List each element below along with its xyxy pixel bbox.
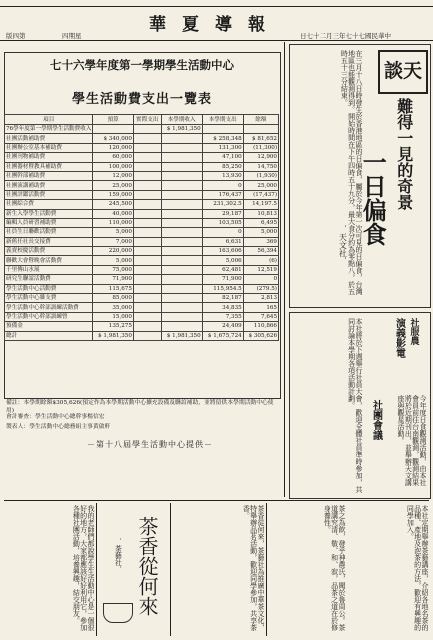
page-label: 版四第 — [6, 32, 26, 40]
row-label: 義賣校慶活動費 — [5, 247, 93, 256]
club-subtitle: 演義影電 — [393, 318, 405, 358]
row-value — [161, 303, 202, 312]
row-value: 100,000 — [93, 162, 133, 171]
row-value: 120,000 — [93, 143, 133, 152]
teacup-icon — [103, 603, 133, 623]
col-header: 本學期收入 — [161, 115, 202, 125]
budget-table — [4, 114, 279, 341]
row-value — [133, 162, 161, 171]
table-row — [5, 303, 279, 312]
club-label: 社團會議 — [370, 400, 382, 440]
budget-preparer: 製表人：學生活動中心總務組主事黃啟軒 — [6, 424, 111, 430]
row-label: 社團活動補助費 — [5, 134, 93, 143]
row-value — [133, 200, 161, 209]
feature-subheadline: 一日偏食 — [358, 150, 388, 246]
row-value: 220,000 — [93, 247, 133, 256]
row-label: 研究生聯誼活動費 — [5, 275, 93, 284]
row-value — [133, 228, 161, 237]
bottom-essay-3: 茶之為飲，發乎神農氏，聞於魯周公。茶道講究清、敬、和、寂，品茶之道在於修身養性。 — [323, 505, 346, 631]
row-value: 5,000 — [93, 228, 133, 237]
row-value: 25,000 — [93, 181, 133, 190]
table-row — [5, 171, 279, 180]
row-value: 176,437 — [202, 190, 243, 199]
row-value — [133, 256, 161, 265]
row-value: 34,835 — [202, 303, 243, 312]
row-value: 75,000 — [93, 265, 133, 274]
row-value: (17,437) — [243, 190, 278, 199]
budget-auditor: 會計審查：學生活動中心總幹事楊信宏 — [6, 414, 105, 420]
row-value: 14,197.5 — [243, 200, 278, 209]
row-value — [243, 125, 278, 134]
club-title: 社服農 — [408, 318, 419, 345]
row-label: 總計 — [5, 331, 93, 340]
row-value: 115,954.5 — [202, 284, 243, 293]
table-row — [5, 162, 279, 171]
row-label: 學生活動中心幹部訓練營 — [5, 312, 93, 321]
row-value — [133, 312, 161, 321]
row-value — [133, 171, 161, 180]
row-value: (1,930) — [243, 171, 278, 180]
table-row — [5, 125, 279, 134]
row-value — [161, 134, 202, 143]
row-value — [161, 322, 202, 331]
budget-subtitle: 學生活動費支出一覽表 — [71, 92, 212, 107]
table-row — [5, 237, 279, 246]
col-header: 預算 — [93, 115, 133, 125]
row-value: $ 1,981,350 — [161, 125, 202, 134]
row-value — [161, 190, 202, 199]
row-label: 社團幹部補助費 — [5, 171, 93, 180]
table-row — [5, 218, 279, 227]
row-value: 13,930 — [202, 171, 243, 180]
table-row — [5, 190, 279, 199]
row-value — [161, 256, 202, 265]
row-value — [93, 125, 133, 134]
table-row — [5, 256, 279, 265]
col-header: 本學期支出 — [202, 115, 243, 125]
row-value — [133, 331, 161, 340]
row-value: 5,000 — [243, 228, 278, 237]
row-value: $ 340,000 — [93, 134, 133, 143]
row-label: 社團綜合費 — [5, 200, 93, 209]
row-value: 62,481 — [202, 265, 243, 274]
row-value — [161, 275, 202, 284]
provided-by: －第十八屆學生活動中心提供－ — [87, 440, 213, 449]
row-value: 6,631 — [202, 237, 243, 246]
row-label: 學生活動中心雜支費 — [5, 294, 93, 303]
row-value — [133, 209, 161, 218]
row-value: 163,606 — [202, 247, 243, 256]
row-value — [161, 294, 202, 303]
row-label: 聯歡大會暨晚會活動費 — [5, 256, 93, 265]
row-value — [161, 181, 202, 190]
row-value — [161, 228, 202, 237]
row-value — [133, 294, 161, 303]
row-value — [133, 125, 161, 134]
row-value — [161, 265, 202, 274]
row-value: 24,409 — [202, 322, 243, 331]
row-label: 新生入學學生活動費 — [5, 209, 93, 218]
row-value — [161, 312, 202, 321]
col-header: 實際支出 — [133, 115, 161, 125]
row-value: 131,300 — [202, 143, 243, 152]
row-label: 社團刊物補助費 — [5, 153, 93, 162]
row-value: 5,000 — [93, 256, 133, 265]
feature-headline: 難得一見的奇景 — [394, 98, 414, 210]
row-value: $ 258,348 — [202, 134, 243, 143]
row-label: 社團演講補助費 — [5, 181, 93, 190]
row-value — [161, 284, 202, 293]
club-right-body: 今年度日食觀測活動，由本社會員前往台南觀測，觀測結果將於近期刊出，並舉辦天文講座與觀星活動。 — [396, 395, 427, 486]
row-value — [133, 237, 161, 246]
row-value: 231,302.5 — [202, 200, 243, 209]
row-label: 76學年度第一學期學生活動費收入 — [6, 126, 92, 133]
row-value — [133, 190, 161, 199]
table-header-row — [5, 115, 279, 125]
col-header: 項目 — [5, 115, 93, 125]
row-value — [161, 171, 202, 180]
row-value: 15,000 — [93, 312, 133, 321]
row-value: 56,394 — [243, 247, 278, 256]
row-value: 103,505 — [202, 218, 243, 227]
feature-author: ．天文社． — [338, 225, 348, 265]
tea-title-box — [98, 508, 168, 633]
row-value: $ 81,652 — [243, 134, 278, 143]
row-label: 社團評鑑活動費 — [5, 190, 93, 199]
table-row — [5, 181, 279, 190]
budget-title: 七十六學年度第一學期學生活動中心 — [50, 58, 234, 72]
table-row — [5, 209, 279, 218]
row-value — [161, 247, 202, 256]
row-value: 35,000 — [93, 303, 133, 312]
row-label: 學生活動中心幹部訓練活動費 — [5, 303, 93, 312]
row-label: 預備金 — [5, 322, 93, 331]
row-value — [202, 125, 243, 134]
row-label: 社團辦公室基本補助費 — [5, 143, 93, 152]
issue-label: 四期星 — [62, 32, 82, 40]
row-value — [133, 218, 161, 227]
row-value: $ 305,626 — [243, 331, 278, 340]
table-row — [5, 143, 279, 152]
table-row — [5, 153, 279, 162]
row-value: 6,495 — [243, 218, 278, 227]
row-value: 7,645 — [243, 312, 278, 321]
row-value: 0 — [243, 275, 278, 284]
row-value: 110,866 — [243, 322, 278, 331]
table-row — [5, 200, 279, 209]
row-value: 159,000 — [93, 190, 133, 199]
row-value — [133, 181, 161, 190]
row-value — [133, 284, 161, 293]
row-value: 14,750 — [243, 162, 278, 171]
row-value: 12,000 — [93, 171, 133, 180]
row-value: $ 1,981,350 — [93, 331, 133, 340]
bottom-essay-4: 本社定期舉辦茶藝講座，介紹各地名茶的品種、產地及泡茶的方法，歡迎有興趣的同學加入。 — [406, 505, 429, 631]
row-label: 編輯人員研習補助費 — [5, 218, 93, 227]
row-value — [133, 275, 161, 284]
row-value: 5,006 — [202, 256, 243, 265]
table-row — [5, 265, 279, 274]
row-value — [133, 134, 161, 143]
row-label: 新舊任社長交接費 — [5, 237, 93, 246]
row-value: 110,000 — [93, 218, 133, 227]
row-value: (279.5) — [243, 284, 278, 293]
table-row — [5, 228, 279, 237]
row-value: 47,100 — [202, 153, 243, 162]
talk-badge: 談天 — [378, 50, 428, 94]
row-value — [133, 303, 161, 312]
row-value: 245,500 — [93, 200, 133, 209]
table-row — [5, 247, 279, 256]
table-row — [5, 294, 279, 303]
row-value — [161, 143, 202, 152]
row-label: 社員生日聯歡活動費 — [5, 228, 93, 237]
row-value: 40,000 — [93, 209, 133, 218]
table-row — [5, 284, 279, 293]
row-value: $ 1,675,724 — [202, 331, 243, 340]
row-value — [161, 153, 202, 162]
row-value: 2,813 — [243, 294, 278, 303]
row-value: 165 — [243, 303, 278, 312]
row-value: 12,519 — [243, 265, 278, 274]
table-row — [5, 312, 279, 321]
table-row — [5, 134, 279, 143]
row-value — [161, 162, 202, 171]
row-value — [133, 153, 161, 162]
table-row — [5, 275, 279, 284]
row-value: 29,187 — [202, 209, 243, 218]
row-value: 7,355 — [202, 312, 243, 321]
row-label: 社團器材暨教具補助費 — [5, 162, 93, 171]
col-header: 餘額 — [243, 115, 278, 125]
row-value — [161, 200, 202, 209]
row-value: 82,187 — [202, 294, 243, 303]
row-value: $ 1,981,350 — [161, 331, 202, 340]
budget-note: 備註：本學期餘額$305,626(預定作為本學期活動中心擴充設備及聯誼補助，並將留供本學期活動中心使用) — [6, 400, 274, 414]
row-value: 12,900 — [243, 153, 278, 162]
row-value: 85,250 — [202, 162, 243, 171]
row-value — [161, 218, 202, 227]
row-value: (6) — [243, 256, 278, 265]
row-value: 7,000 — [93, 237, 133, 246]
row-value: 71,900 — [93, 275, 133, 284]
tea-title: 茶香從何來 — [135, 516, 159, 616]
row-label: 千里傳山水展 — [5, 265, 93, 274]
row-value: 71,900 — [202, 275, 243, 284]
row-value: 10,813 — [243, 209, 278, 218]
row-value — [133, 322, 161, 331]
row-value: 60,000 — [93, 153, 133, 162]
row-value: 0 — [202, 228, 243, 237]
row-value: 25,000 — [243, 181, 278, 190]
tea-club: ．茶藝社． — [114, 538, 123, 573]
row-value: 0 — [202, 181, 243, 190]
row-value: (11,300) — [243, 143, 278, 152]
row-value: 369 — [243, 237, 278, 246]
masthead: 華夏導報 — [149, 15, 281, 35]
row-value: 115,675 — [93, 284, 133, 293]
table-row — [5, 322, 279, 331]
feature-body: 在三月十八日時發生於香港地區的日偏食，屬於今年第一次可見的日偏食，台灣地區也能觀測得到。開始時間在下午四時五十九分，最大食分約為零點八，於五時五十三分結束。 — [340, 50, 363, 295]
row-label: 學生活動中心活動費 — [5, 284, 93, 293]
row-value: 85,000 — [93, 294, 133, 303]
row-value — [133, 247, 161, 256]
row-value — [161, 209, 202, 218]
bottom-essay-2: 茶香從何來，茶藝社為推廣中華茶文化，特舉辦品茗活動，歡迎同學參加，共享茶香。 — [242, 505, 265, 631]
row-value — [133, 265, 161, 274]
table-row — [5, 331, 279, 340]
row-value: 135,275 — [93, 322, 133, 331]
row-value — [133, 143, 161, 152]
date-label: 日七十二月三年七十七國民華中 — [300, 32, 391, 40]
row-value — [161, 237, 202, 246]
bottom-essay-1: 我的老師們都說學生生活動中心是一個很好的地方，大家都應該好好利用它，參加各種社團活動，培養興趣，結交朋友。 — [72, 505, 95, 631]
club-body: 本社將於下週舉行社員大會，歡迎全體社員準時參加，共同討論本學期各項活動計劃。 — [347, 318, 363, 493]
